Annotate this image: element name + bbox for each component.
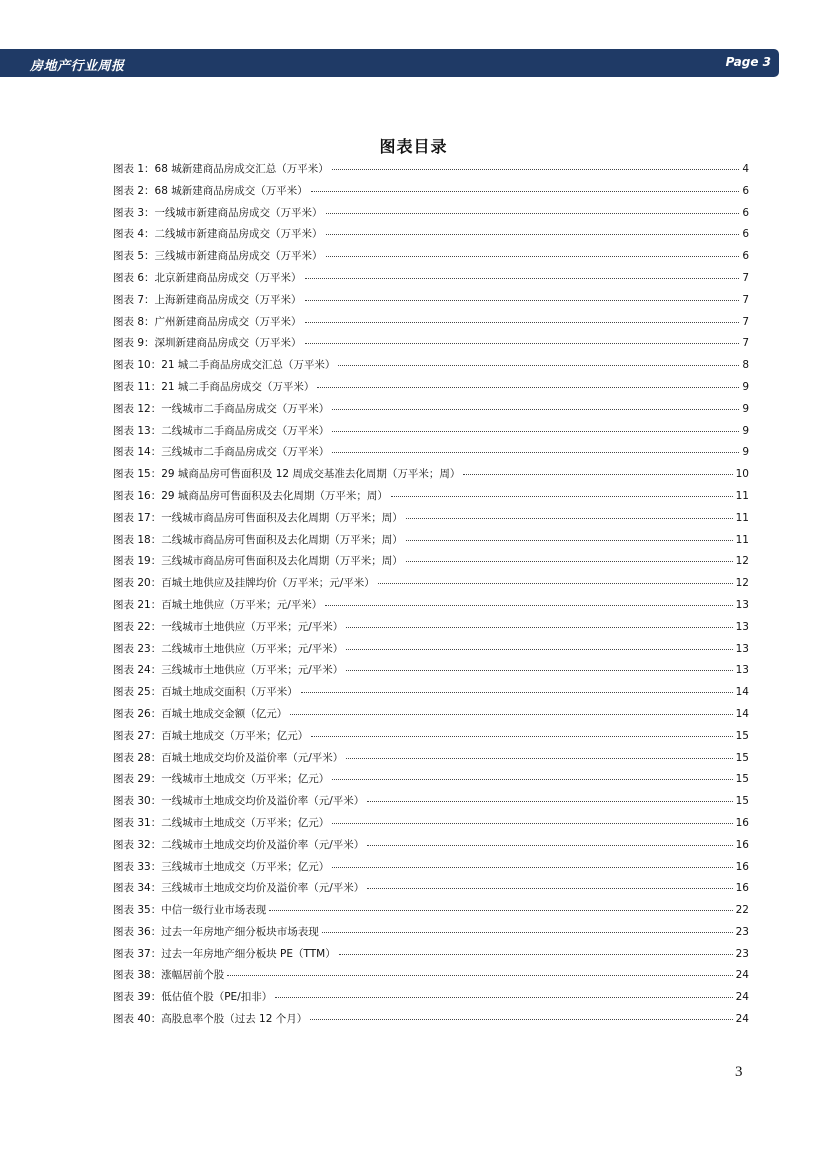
toc-entry-page: 15 bbox=[735, 751, 749, 764]
toc-entry-page: 7 bbox=[742, 337, 749, 350]
toc-entry-label: 图表 12：一线城市二手商品房成交（万平米） bbox=[113, 402, 330, 415]
toc-leader-dots bbox=[326, 224, 740, 235]
toc-leader-dots bbox=[310, 1009, 732, 1020]
toc-leader-dots bbox=[305, 333, 740, 344]
toc-leader-dots bbox=[269, 900, 732, 911]
toc-leader-dots bbox=[367, 878, 732, 889]
toc-leader-dots bbox=[311, 181, 740, 192]
toc-leader-dots bbox=[290, 704, 732, 715]
toc-entry-page: 6 bbox=[742, 250, 749, 263]
toc-entry[interactable] bbox=[113, 639, 749, 661]
toc-entry-page: 23 bbox=[735, 925, 749, 938]
toc-entry-page: 22 bbox=[735, 904, 749, 917]
toc-leader-dots bbox=[339, 944, 733, 955]
toc-entry-label: 图表 13：二线城市二手商品房成交（万平米） bbox=[113, 424, 330, 437]
toc-entry[interactable] bbox=[113, 922, 749, 944]
toc-leader-dots bbox=[346, 748, 732, 759]
toc-leader-dots bbox=[317, 377, 739, 388]
toc-entry[interactable] bbox=[113, 595, 749, 617]
toc-entry-label: 图表 36：过去一年房地产细分板块市场表现 bbox=[113, 925, 319, 938]
toc-entry[interactable] bbox=[113, 1009, 749, 1031]
toc-entry-label: 图表 7：上海新建商品房成交（万平米） bbox=[113, 293, 302, 306]
toc-entry[interactable] bbox=[113, 442, 749, 464]
toc-entry-page: 11 bbox=[735, 489, 749, 502]
toc-leader-dots bbox=[332, 442, 739, 453]
toc-entry[interactable] bbox=[113, 682, 749, 704]
toc-entry-page: 7 bbox=[742, 315, 749, 328]
toc-title: 图表目录 bbox=[379, 137, 448, 156]
toc-entry-label: 图表 14：三线城市二手商品房成交（万平米） bbox=[113, 446, 330, 459]
toc-entry-page: 9 bbox=[742, 424, 749, 437]
toc-entry-label: 图表 17：一线城市商品房可售面积及去化周期（万平米；周） bbox=[113, 511, 403, 524]
toc-leader-dots bbox=[367, 835, 732, 846]
toc-entry[interactable] bbox=[113, 573, 749, 595]
toc-entry-label: 图表 27：百城土地成交（万平米；亿元） bbox=[113, 729, 309, 742]
toc-entry-page: 7 bbox=[742, 293, 749, 306]
toc-leader-dots bbox=[346, 639, 732, 650]
toc-entry[interactable] bbox=[113, 551, 749, 573]
toc-entry-page: 14 bbox=[735, 686, 749, 699]
toc-leader-dots bbox=[332, 813, 732, 824]
toc-entry-page: 12 bbox=[735, 577, 749, 590]
toc-entry[interactable] bbox=[113, 617, 749, 639]
toc-leader-dots bbox=[305, 268, 740, 279]
toc-entry[interactable] bbox=[113, 486, 749, 508]
toc-entry-label: 图表 40：高股息率个股（过去 12 个月） bbox=[113, 1013, 308, 1026]
toc-entry-page: 13 bbox=[735, 598, 749, 611]
toc-entry-page: 15 bbox=[735, 773, 749, 786]
toc-leader-dots bbox=[332, 857, 732, 868]
toc-entry[interactable] bbox=[113, 878, 749, 900]
toc-leader-dots bbox=[305, 312, 740, 323]
toc-entry-label: 图表 34：三线城市土地成交均价及溢价率（元/平米） bbox=[113, 882, 365, 895]
toc-entry-label: 图表 39：低估值个股（PE/扣非） bbox=[113, 991, 273, 1004]
toc-entry-label: 图表 37：过去一年房地产细分板块 PE（TTM） bbox=[113, 947, 336, 960]
toc-leader-dots bbox=[346, 617, 732, 628]
toc-entry-label: 图表 18：二线城市商品房可售面积及去化周期（万平米；周） bbox=[113, 533, 403, 546]
toc-entry-label: 图表 26：百城土地成交金额（亿元） bbox=[113, 707, 288, 720]
toc-entry[interactable] bbox=[113, 748, 749, 770]
toc-leader-dots bbox=[301, 682, 733, 693]
toc-entry-label: 图表 15：29 城商品房可售面积及 12 周成交基准去化周期（万平米；周） bbox=[113, 468, 461, 481]
toc-entry-label: 图表 21：百城土地供应（万平米；元/平米） bbox=[113, 598, 323, 611]
toc-leader-dots bbox=[463, 464, 732, 475]
toc-entry[interactable] bbox=[113, 900, 749, 922]
toc-entry-page: 7 bbox=[742, 271, 749, 284]
toc-entry-page: 12 bbox=[735, 555, 749, 568]
toc-list bbox=[113, 159, 749, 1031]
toc-entry-label: 图表 10：21 城二手商品房成交汇总（万平米） bbox=[113, 359, 336, 372]
toc-entry-label: 图表 33：三线城市土地成交（万平米；亿元） bbox=[113, 860, 330, 873]
page-number: 3 bbox=[735, 1064, 743, 1080]
toc-entry-label: 图表 25：百城土地成交面积（万平米） bbox=[113, 686, 298, 699]
toc-entry[interactable] bbox=[113, 965, 749, 987]
toc-entry-page: 23 bbox=[735, 947, 749, 960]
toc-entry[interactable] bbox=[113, 421, 749, 443]
toc-entry-label: 图表 32：二线城市土地成交均价及溢价率（元/平米） bbox=[113, 838, 365, 851]
toc-entry[interactable] bbox=[113, 987, 749, 1009]
toc-entry[interactable] bbox=[113, 203, 749, 225]
toc-entry-page: 16 bbox=[735, 882, 749, 895]
toc-entry-page: 24 bbox=[735, 1013, 749, 1026]
toc-entry-label: 图表 5：三线城市新建商品房成交（万平米） bbox=[113, 250, 323, 263]
toc-entry-label: 图表 28：百城土地成交均价及溢价率（元/平米） bbox=[113, 751, 344, 764]
header-page-label: Page 3 bbox=[725, 55, 771, 69]
toc-leader-dots bbox=[406, 530, 733, 541]
toc-entry-page: 9 bbox=[742, 446, 749, 459]
toc-entry[interactable] bbox=[113, 181, 749, 203]
toc-entry[interactable] bbox=[113, 835, 749, 857]
toc-entry-label: 图表 11：21 城二手商品房成交（万平米） bbox=[113, 380, 315, 393]
toc-leader-dots bbox=[305, 290, 740, 301]
toc-leader-dots bbox=[326, 203, 740, 214]
toc-entry[interactable] bbox=[113, 312, 749, 334]
toc-entry[interactable] bbox=[113, 377, 749, 399]
toc-leader-dots bbox=[332, 769, 732, 780]
toc-entry-label: 图表 19：三线城市商品房可售面积及去化周期（万平米；周） bbox=[113, 555, 403, 568]
toc-entry[interactable] bbox=[113, 813, 749, 835]
toc-entry-page: 16 bbox=[735, 860, 749, 873]
toc-entry-label: 图表 31：二线城市土地成交（万平米；亿元） bbox=[113, 816, 330, 829]
toc-entry-page: 13 bbox=[735, 664, 749, 677]
toc-leader-dots bbox=[332, 159, 740, 170]
toc-leader-dots bbox=[275, 987, 732, 998]
toc-entry-label: 图表 24：三线城市土地供应（万平米；元/平米） bbox=[113, 664, 344, 677]
toc-leader-dots bbox=[332, 421, 739, 432]
toc-entry-label: 图表 2：68 城新建商品房成交（万平米） bbox=[113, 184, 308, 197]
toc-entry-page: 10 bbox=[735, 468, 749, 481]
toc-entry[interactable] bbox=[113, 333, 749, 355]
toc-entry-label: 图表 8：广州新建商品房成交（万平米） bbox=[113, 315, 302, 328]
toc-entry[interactable] bbox=[113, 791, 749, 813]
toc-entry-page: 6 bbox=[742, 228, 749, 241]
toc-entry-page: 13 bbox=[735, 620, 749, 633]
toc-entry-page: 24 bbox=[735, 991, 749, 1004]
toc-entry-page: 13 bbox=[735, 642, 749, 655]
toc-leader-dots bbox=[391, 486, 733, 497]
toc-entry-page: 14 bbox=[735, 707, 749, 720]
header-bar bbox=[0, 49, 779, 77]
toc-entry-page: 15 bbox=[735, 729, 749, 742]
toc-entry[interactable] bbox=[113, 857, 749, 879]
toc-entry-page: 9 bbox=[742, 402, 749, 415]
toc-entry[interactable] bbox=[113, 159, 749, 181]
toc-entry-page: 16 bbox=[735, 816, 749, 829]
toc-entry-page: 24 bbox=[735, 969, 749, 982]
toc-entry-label: 图表 29：一线城市土地成交（万平米；亿元） bbox=[113, 773, 330, 786]
toc-entry-label: 图表 35：中信一级行业市场表现 bbox=[113, 904, 267, 917]
toc-entry-label: 图表 30：一线城市土地成交均价及溢价率（元/平米） bbox=[113, 795, 365, 808]
toc-entry[interactable] bbox=[113, 268, 749, 290]
toc-entry[interactable] bbox=[113, 726, 749, 748]
toc-entry[interactable] bbox=[113, 769, 749, 791]
toc-leader-dots bbox=[406, 508, 733, 519]
toc-leader-dots bbox=[332, 399, 739, 410]
toc-entry-label: 图表 9：深圳新建商品房成交（万平米） bbox=[113, 337, 302, 350]
toc-entry[interactable] bbox=[113, 464, 749, 486]
toc-entry[interactable] bbox=[113, 355, 749, 377]
toc-leader-dots bbox=[406, 551, 733, 562]
toc-entry[interactable] bbox=[113, 508, 749, 530]
toc-entry-page: 9 bbox=[742, 380, 749, 393]
toc-leader-dots bbox=[346, 660, 732, 671]
toc-entry[interactable] bbox=[113, 530, 749, 552]
toc-entry-label: 图表 6：北京新建商品房成交（万平米） bbox=[113, 271, 302, 284]
toc-entry-page: 11 bbox=[735, 511, 749, 524]
toc-leader-dots bbox=[322, 922, 733, 933]
toc-entry[interactable] bbox=[113, 704, 749, 726]
toc-entry[interactable] bbox=[113, 660, 749, 682]
toc-entry-page: 8 bbox=[742, 359, 749, 372]
toc-entry-label: 图表 1：68 城新建商品房成交汇总（万平米） bbox=[113, 163, 329, 175]
toc-entry-page: 15 bbox=[735, 795, 749, 808]
toc-entry[interactable] bbox=[113, 246, 749, 268]
toc-entry-label: 图表 38：涨幅居前个股 bbox=[113, 969, 225, 982]
toc-entry-label: 图表 23：二线城市土地供应（万平米；元/平米） bbox=[113, 642, 344, 655]
toc-leader-dots bbox=[338, 355, 739, 366]
toc-entry[interactable] bbox=[113, 944, 749, 966]
toc-leader-dots bbox=[378, 573, 733, 584]
toc-entry[interactable] bbox=[113, 399, 749, 421]
toc-entry[interactable] bbox=[113, 224, 749, 246]
toc-leader-dots bbox=[367, 791, 732, 802]
toc-entry-label: 图表 4：二线城市新建商品房成交（万平米） bbox=[113, 228, 323, 241]
toc-entry-label: 图表 16：29 城商品房可售面积及去化周期（万平米；周） bbox=[113, 489, 388, 502]
toc-leader-dots bbox=[325, 595, 732, 606]
toc-entry-page: 16 bbox=[735, 838, 749, 851]
toc-entry-page: 6 bbox=[742, 206, 749, 219]
toc-leader-dots bbox=[227, 965, 732, 976]
toc-entry[interactable] bbox=[113, 290, 749, 312]
toc-leader-dots bbox=[311, 726, 732, 737]
toc-entry-label: 图表 20：百城土地供应及挂牌均价（万平米；元/平米） bbox=[113, 577, 375, 590]
toc-entry-page: 4 bbox=[742, 163, 749, 175]
report-title: 房地产行业周报 bbox=[30, 59, 125, 74]
toc-entry-label: 图表 22：一线城市土地供应（万平米；元/平米） bbox=[113, 620, 344, 633]
toc-entry-page: 11 bbox=[735, 533, 749, 546]
toc-leader-dots bbox=[326, 246, 740, 257]
toc-entry-label: 图表 3：一线城市新建商品房成交（万平米） bbox=[113, 206, 323, 219]
toc-entry-page: 6 bbox=[742, 184, 749, 197]
